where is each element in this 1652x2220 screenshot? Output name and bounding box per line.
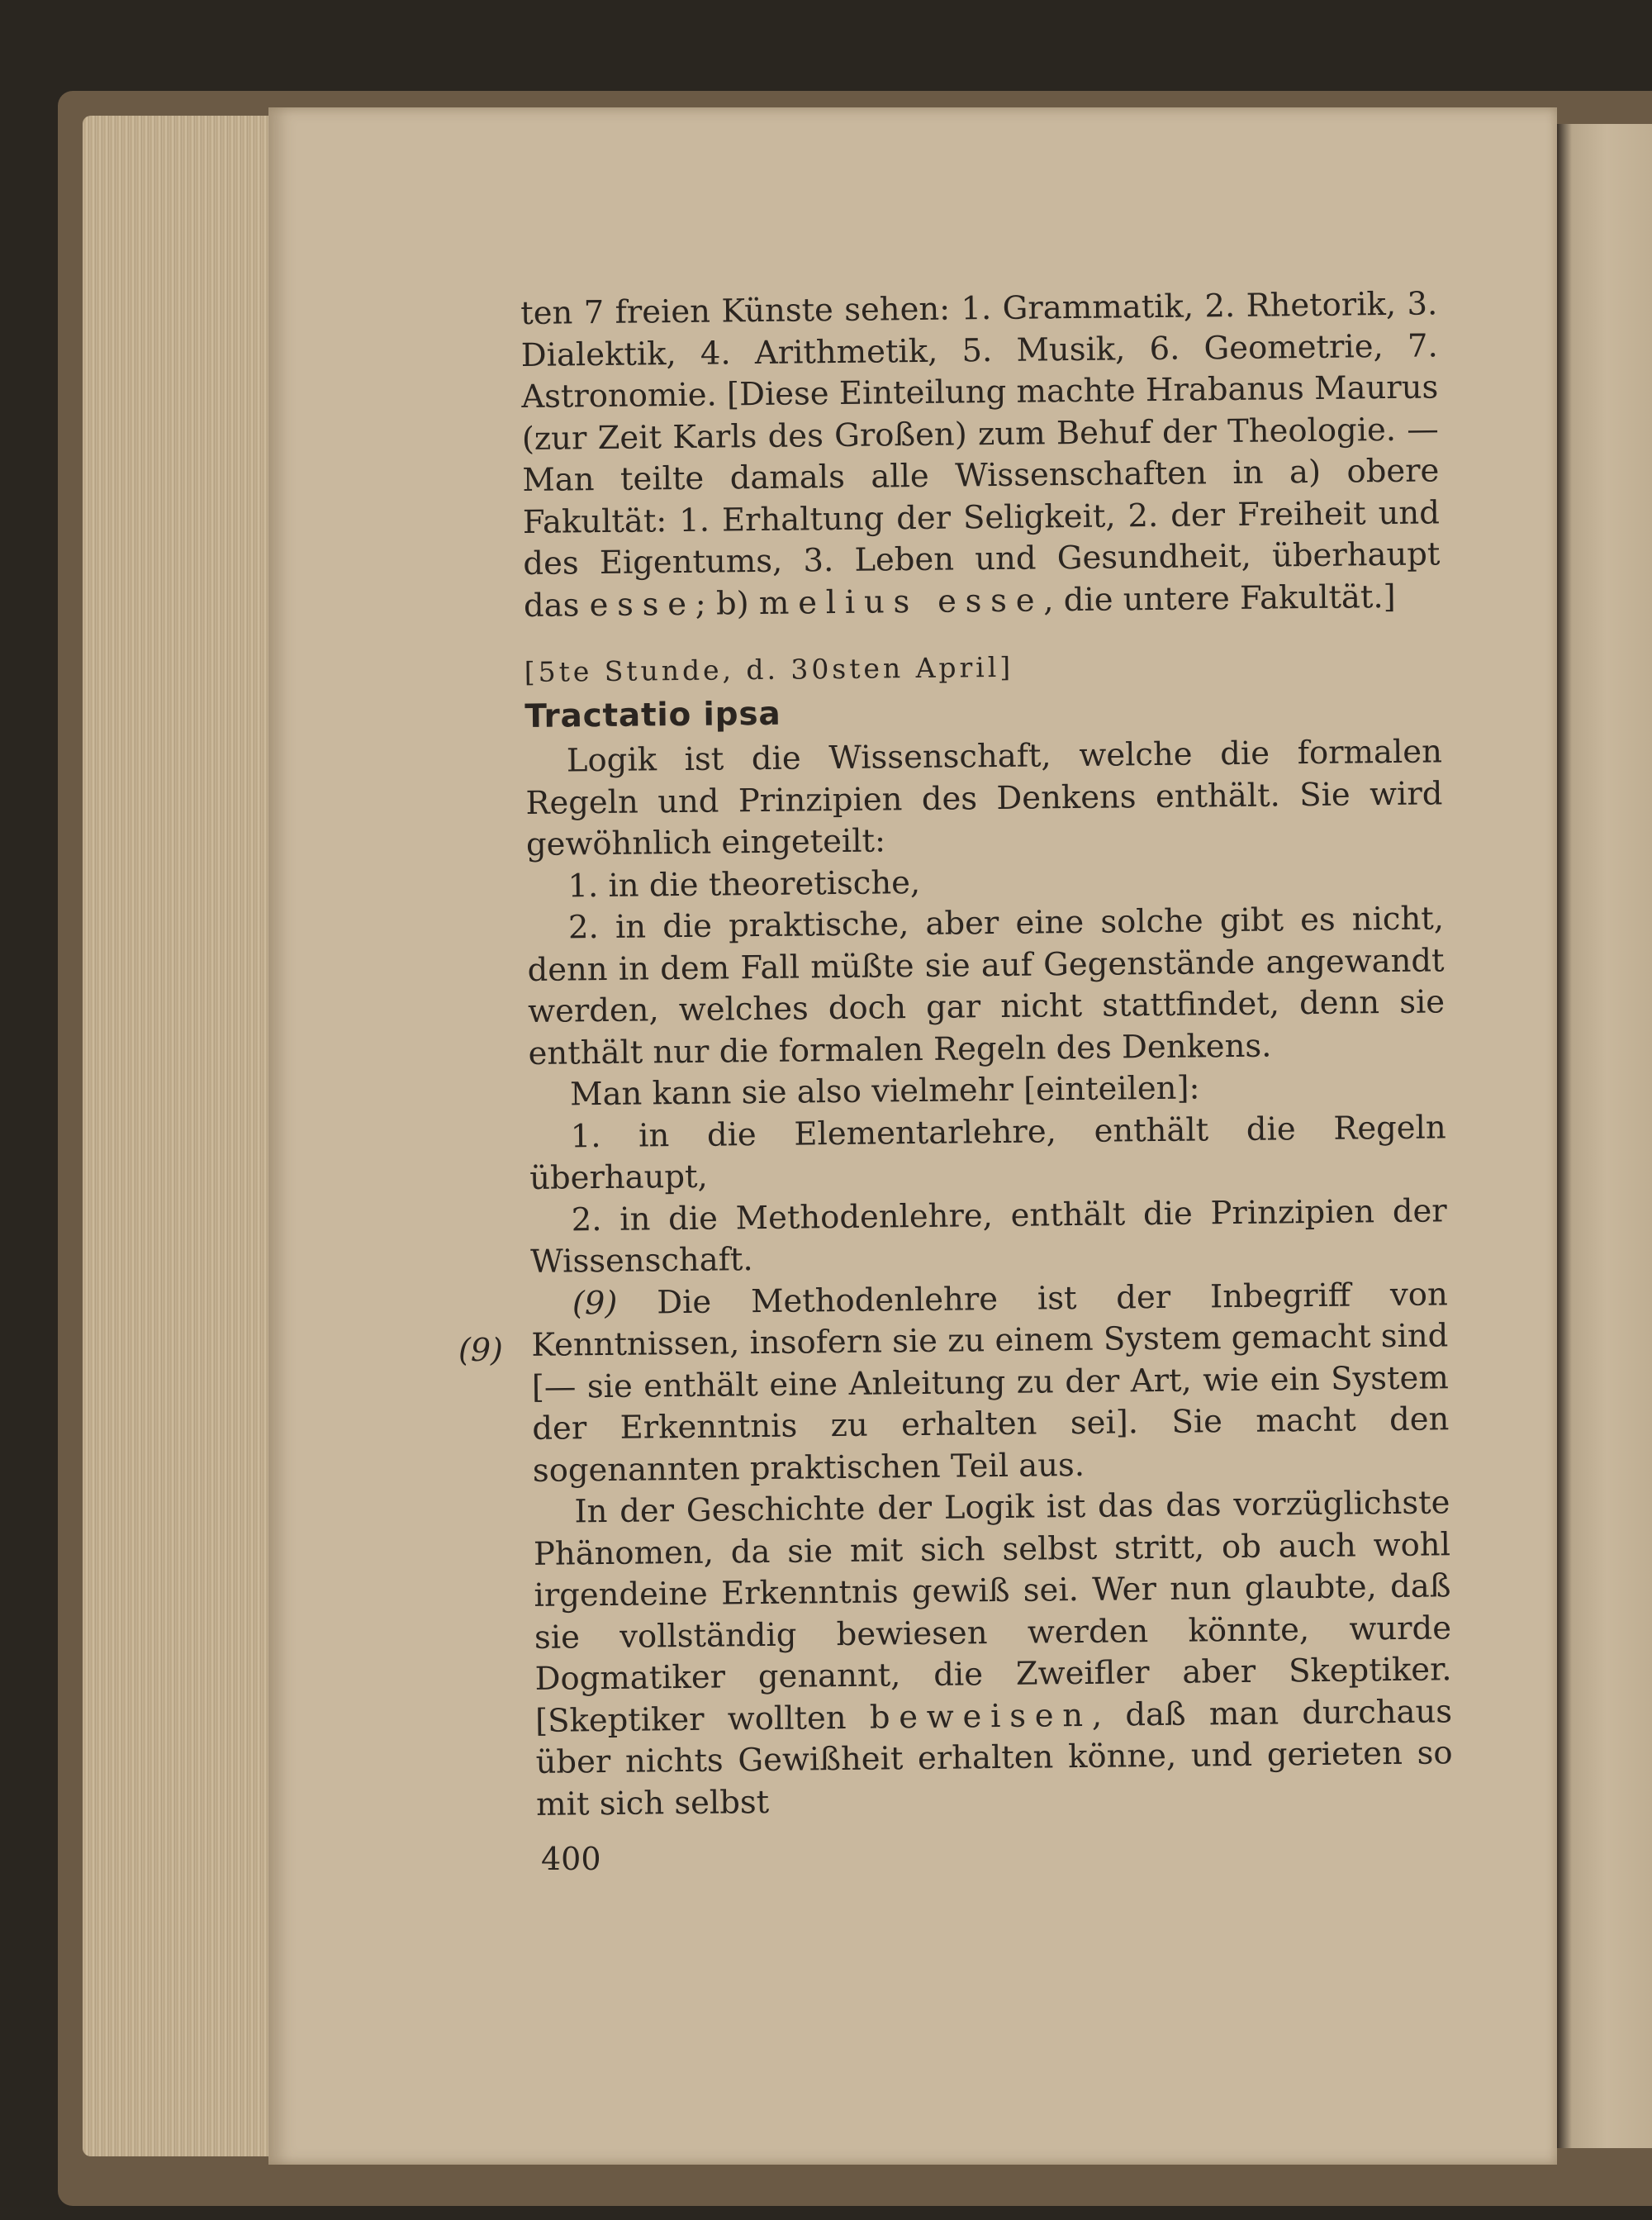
inline-number: (9)	[572, 1284, 618, 1322]
emphasis-melius-esse: melius esse	[758, 581, 1044, 622]
paragraph-einteilen: Man kann sie also vielmehr [einteilen]:	[569, 1069, 1200, 1114]
next-page-edge	[1557, 124, 1652, 2148]
paragraph-geschichte: In der Geschichte der Logik ist das das vorzüglichste Phänomen, da sie mit sich selbst stritt, ob auch wohl irgendeine Erkenntnis gewiß sei. Wer nun glaubte, daß sie vollständig bewiesen werden könnte, wurde Dogmatiker genannt, die Zweifler aber Skeptiker. [Skeptiker wollten beweisen, daß man durchaus über nichts Gewißheit erhalten könne, und gerieten so mit sich selbst	[533, 1484, 1453, 1823]
emphasis-esse: esse	[589, 585, 696, 624]
emphasis-beweisen: beweisen	[869, 1696, 1093, 1737]
page-number: 400	[541, 1841, 601, 1877]
margin-number: (9)	[458, 1332, 503, 1368]
section-title: Tractatio ipsa	[525, 695, 781, 735]
paragraph-logik: Logik ist die Wissenschaft, welche die formalen Regeln und Prinzipien des Denkens enthält. Sie wird gewöhnlich eingeteilt:	[525, 733, 1443, 863]
session-date: [5te Stunde, d. 30sten April]	[524, 650, 1014, 688]
paragraph-methodenlehre: (9) Die Methodenlehre ist der Inbegriff von Kenntnissen, insofern sie zu einem System gemacht sind [— sie enthält eine Anleitung zu der Art, wie ein System der Erkenntnis zu erhalten sei]. Sie macht den sogenannten praktischen Teil aus.	[531, 1275, 1450, 1490]
paragraph-intro: ten 7 freien Künste sehen: 1. Grammatik, 2. Rhetorik, 3. Dialektik, 4. Arithmetik, 5. Musik, 6. Geometrie, 7. Astronomie. [Diese Einteilung machte Hrabanus Maurus (zur Zeit Karls des Großen) zum Behuf der Theologie. — Man teilte damals alle Wissenschaften in a) obere Fakultät: 1. Erhaltung der Seligkeit, 2. der Freiheit und des Eigentums, 3. Leben und Gesundheit, überhaupt das esse; b) melius esse, die untere Fakultät.]	[520, 285, 1441, 625]
page-text	[520, 283, 1453, 1826]
list-item-methodenlehre: 2. in die Methodenlehre, enthält die Prinzipien der Wissenschaft.	[530, 1191, 1447, 1281]
list-item-praktische: 2. in die praktische, aber eine solche gibt es nicht, denn in dem Fall müßte sie auf Gegenstände angewandt werden, welches doch gar nicht stattfindet, denn sie enthält nur die formalen Regeln des Denkens.	[527, 900, 1446, 1072]
page-edges	[83, 116, 273, 2156]
list-item-theoretische: 1. in die theoretische,	[567, 863, 921, 905]
list-item-elementarlehre: 1. in die Elementarlehre, enthält die Regeln überhaupt,	[529, 1108, 1446, 1197]
